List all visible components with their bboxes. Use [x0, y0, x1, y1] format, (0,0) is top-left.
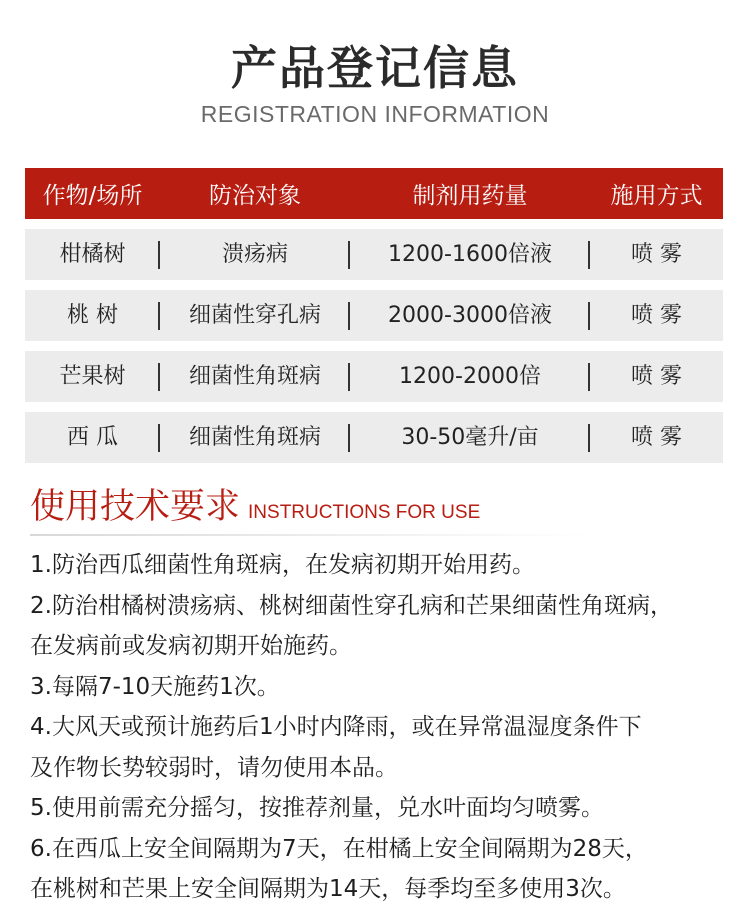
- instruction-line: 在桃树和芒果上安全间隔期为14天，每季均至多使用3次。: [30, 876, 626, 902]
- method-cell: 喷 雾: [631, 425, 682, 450]
- instruction-line: 在发病前或发病初期开始施药。: [30, 633, 352, 659]
- instruction-line: 3.每隔7-10天施药1次。: [30, 673, 280, 700]
- method-cell: 喷 雾: [631, 242, 682, 267]
- instruction-line: 4.大风天或预计施药后1小时内降雨，或在异常温湿度条件下: [30, 714, 642, 740]
- table-row: [25, 351, 723, 402]
- instructions-title: 使用技术要求: [30, 487, 241, 527]
- column-header-target: 防治对象: [209, 183, 301, 209]
- instruction-line: 及作物长势较弱时，请勿使用本品。: [30, 754, 398, 781]
- method-cell: 喷 雾: [631, 303, 682, 328]
- table-row: [25, 229, 723, 280]
- crop-cell: 芒果树: [25, 351, 160, 402]
- target-cell: 溃疡病: [160, 229, 350, 280]
- instruction-line: 5.使用前需充分摇匀，按推荐剂量，兑水叶面均匀喷雾。: [30, 795, 604, 821]
- target-cell: 细菌性角斑病: [160, 351, 350, 402]
- column-header-dosage: 制剂用药量: [412, 183, 528, 209]
- crop-cell: 桃 树: [25, 290, 160, 341]
- crop-cell: 西 瓜: [25, 412, 160, 463]
- instruction-line: 2.防治柑橘树溃疡病、桃树细菌性穿孔病和芒果细菌性角斑病，: [30, 592, 673, 619]
- dosage-cell: 1200-1600倍液: [350, 229, 590, 280]
- table-row: [25, 290, 723, 341]
- instructions-heading: [30, 485, 480, 529]
- target-cell: 细菌性角斑病: [160, 412, 350, 463]
- target-cell: 细菌性穿孔病: [160, 290, 350, 341]
- dosage-cell: 2000-3000倍液: [350, 290, 590, 341]
- crop-cell: 柑橘树: [25, 229, 160, 280]
- dosage-cell: 30-50毫升/亩: [350, 412, 590, 463]
- instructions-list: [30, 545, 730, 910]
- instruction-line: 1.防治西瓜细菌性角斑病，在发病初期开始用药。: [30, 552, 535, 578]
- method-cell: 喷 雾: [631, 364, 682, 389]
- instructions-subtitle: INSTRUCTIONS FOR USE: [248, 502, 481, 523]
- column-header-method: 施用方式: [610, 183, 703, 209]
- table-row: [25, 412, 723, 463]
- dosage-cell: 1200-2000倍: [350, 351, 590, 402]
- page-subtitle: REGISTRATION INFORMATION: [200, 101, 550, 127]
- instruction-line: 6.在西瓜上安全间隔期为7天，在柑橘上安全间隔期为28天，: [30, 835, 648, 862]
- column-header-crop: 作物/场所: [42, 183, 143, 209]
- section-divider: [30, 534, 590, 536]
- table-header: [25, 168, 723, 219]
- registration-table: [25, 229, 723, 473]
- page-title: 产品登记信息: [231, 41, 519, 95]
